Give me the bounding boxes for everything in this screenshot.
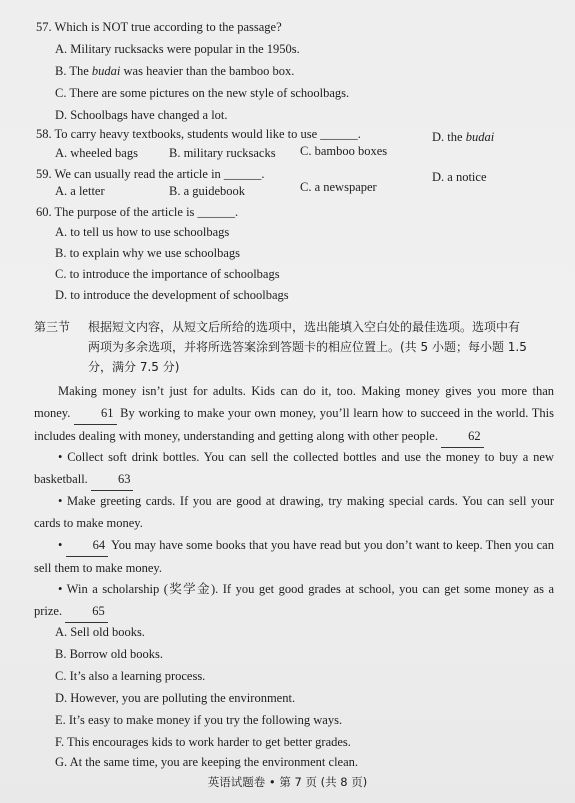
q57-stem: 57. Which is NOT true according to the passage? <box>36 20 282 34</box>
q60-option-d: D. to introduce the development of schoolbags <box>55 288 289 302</box>
q58-option-d: D. the budai <box>432 130 495 144</box>
q57-option-a: A. Military rucksacks were popular in the 1950s. <box>55 42 300 56</box>
q58-stem: 58. To carry heavy textbooks, students would like to use ______. <box>36 127 361 141</box>
option-d: D. However, you are polluting the environment. <box>55 691 296 705</box>
q60-option-b: B. to explain why we use schoolbags <box>55 246 241 260</box>
option-g: G. At the same time, you are keeping the environment clean. <box>55 755 359 769</box>
section3-instruction-line3: 分，满分 7.5 分) <box>88 360 180 374</box>
q59-stem: 59. We can usually read the article in ______. <box>36 167 265 181</box>
passage-paragraph-5: • Win a scholarship (奖学金). If you get good grades at school, you can get some money as a prize. 65 <box>34 578 554 623</box>
blank-61: 61 <box>74 402 117 425</box>
q59-option-b: B. a guidebook <box>169 184 246 198</box>
passage-paragraph-3: • Make greeting cards. If you are good at drawing, try making special cards. You can sell your cards to make money. <box>34 494 554 530</box>
blank-64: 64 <box>66 534 109 557</box>
option-b: B. Borrow old books. <box>55 647 163 661</box>
q59-option-a: A. a letter <box>55 184 105 198</box>
blank-63: 63 <box>91 468 134 491</box>
q60-stem: 60. The purpose of the article is ______. <box>36 205 239 219</box>
section3-title: 第三节 <box>34 320 71 334</box>
q58-option-b: B. military rucksacks <box>169 146 276 160</box>
option-a: A. Sell old books. <box>55 625 145 639</box>
q60-option-a: A. to tell us how to use schoolbags <box>55 225 230 239</box>
section3-instruction-line1: 根据短文内容，从短文后所给的选项中，选出能填入空白处的最佳选项。选项中有 <box>88 320 521 334</box>
page-footer: 英语试题卷 • 第 7 页 (共 8 页) <box>207 775 368 789</box>
option-c: C. It’s also a learning process. <box>55 669 206 683</box>
q58-option-a: A. wheeled bags <box>55 146 138 160</box>
q59-option-d: D. a notice <box>432 170 487 184</box>
q57-option-d: D. Schoolbags have changed a lot. <box>55 108 228 122</box>
passage-paragraph-1: Making money isn’t just for adults. Kids can do it, too. Making money gives you more than money. 61 By working to make your own money, you’ll learn how to succeed in the world. This includes dealing with money, understanding and getting along with other people. 62 <box>34 380 554 448</box>
q57-option-b: B. The budai was heavier than the bamboo box. <box>55 64 295 78</box>
option-f: F. This encourages kids to work harder to get better grades. <box>55 735 351 749</box>
q57-option-c: C. There are some pictures on the new style of schoolbags. <box>55 86 350 100</box>
section3-instruction-line2: 两项为多余选项，并将所选答案涂到答题卡的相应位置上。(共 5 小题；每小题 1.5 <box>88 340 527 354</box>
option-e: E. It’s easy to make money if you try the following ways. <box>55 713 343 727</box>
q60-option-c: C. to introduce the importance of schoolbags <box>55 267 280 281</box>
blank-62: 62 <box>441 425 484 448</box>
q59-option-c: C. a newspaper <box>300 180 377 194</box>
passage-paragraph-4: • 64 You may have some books that you have read but you don’t want to keep. Then you can sell them to make money. <box>34 534 554 579</box>
blank-65: 65 <box>65 600 108 623</box>
q58-option-c: C. bamboo boxes <box>300 144 388 158</box>
passage-paragraph-2: • Collect soft drink bottles. You can sell the collected bottles and use the money to buy a new basketball. 63 <box>34 446 554 491</box>
